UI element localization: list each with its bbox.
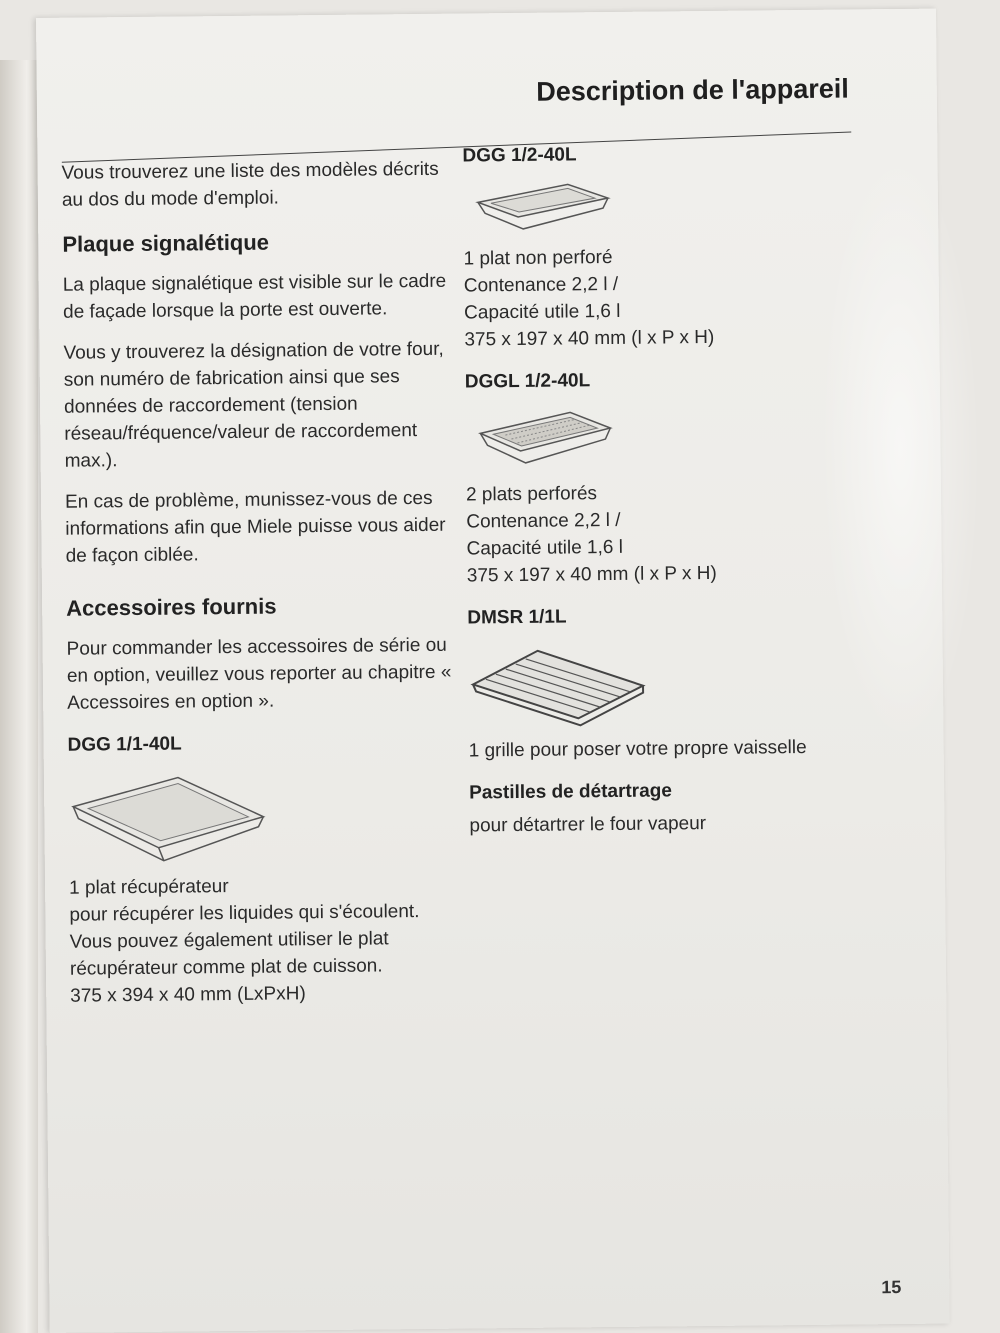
- page-title: Description de l'appareil: [536, 73, 849, 107]
- solid-pan-illustration: [463, 176, 614, 238]
- booklet-spine: [0, 60, 38, 1333]
- left-column: [61, 156, 455, 1010]
- rating-plate-p2: Vous y trouverez la désignation de votre four, son numéro de fabrication ainsi que ses données de raccordement (tension réseau/fréquence/valeur de raccordement max.).: [63, 338, 444, 472]
- dggl-1-2-line3: Capacité utile 1,6 l: [466, 536, 624, 560]
- dggl-1-2-line4: 375 x 197 x 40 mm (l x P x H): [466, 562, 717, 587]
- dgg-1-2-line4: 375 x 197 x 40 mm (l x P x H): [464, 326, 715, 351]
- page-number: 15: [881, 1277, 902, 1298]
- dmsr-1-1-model: DMSR 1/1L: [467, 606, 567, 629]
- descaling-tablets-line1: pour détartrer le four vapeur: [469, 813, 707, 837]
- dgg-1-2-line2: Contenance 2,2 l /: [463, 273, 619, 297]
- intro-text: Vous trouverez une liste des modèles décrits au dos du mode d'emploi.: [61, 158, 439, 211]
- dggl-1-2-model: DGGL 1/2-40L: [464, 370, 591, 393]
- dgg-1-1-model: DGG 1/1-40L: [67, 733, 182, 756]
- dgg-1-2-line3: Capacité utile 1,6 l: [464, 300, 621, 324]
- dgg-1-1-line4: 375 x 394 x 40 mm (LxPxH): [70, 983, 306, 1007]
- dgg-1-1-line3: Vous pouvez également utiliser le plat récupérateur comme plat de cuisson.: [69, 928, 389, 980]
- rating-plate-heading: Plaque signalétique: [62, 229, 270, 257]
- drip-tray-illustration: [68, 765, 269, 867]
- dgg-1-2-model: DGG 1/2-40L: [462, 144, 577, 167]
- manual-page: [36, 9, 950, 1333]
- accessories-intro: Pour commander les accessoires de série ou en option, veuillez vous reporter au chapitre « Accessoires en option ».: [66, 634, 452, 714]
- rating-plate-p3: En cas de problème, munissez-vous de ces informations afin que Miele puisse vous aider de façon ciblée.: [64, 487, 446, 567]
- rating-plate-p1: La plaque signalétique est visible sur le cadre de façade lorsque la porte est ouverte.: [62, 270, 447, 323]
- dmsr-1-1-line1: 1 grille pour poser votre propre vaisselle: [468, 736, 807, 762]
- rack-illustration: [468, 638, 649, 730]
- perforated-pan-illustration: [465, 402, 616, 474]
- dggl-1-2-line2: Contenance 2,2 l /: [466, 509, 621, 533]
- dggl-1-2-line1: 2 plats perforés: [465, 483, 598, 506]
- right-column: [462, 141, 899, 839]
- dgg-1-2-line1: 1 plat non perforé: [463, 246, 613, 270]
- descaling-tablets-heading: Pastilles de détartrage: [469, 780, 673, 804]
- dgg-1-1-line2: pour récupérer les liquides qui s'écoulent.: [69, 901, 420, 926]
- accessories-heading: Accessoires fournis: [66, 593, 277, 621]
- dgg-1-1-line1: 1 plat récupérateur: [69, 876, 229, 899]
